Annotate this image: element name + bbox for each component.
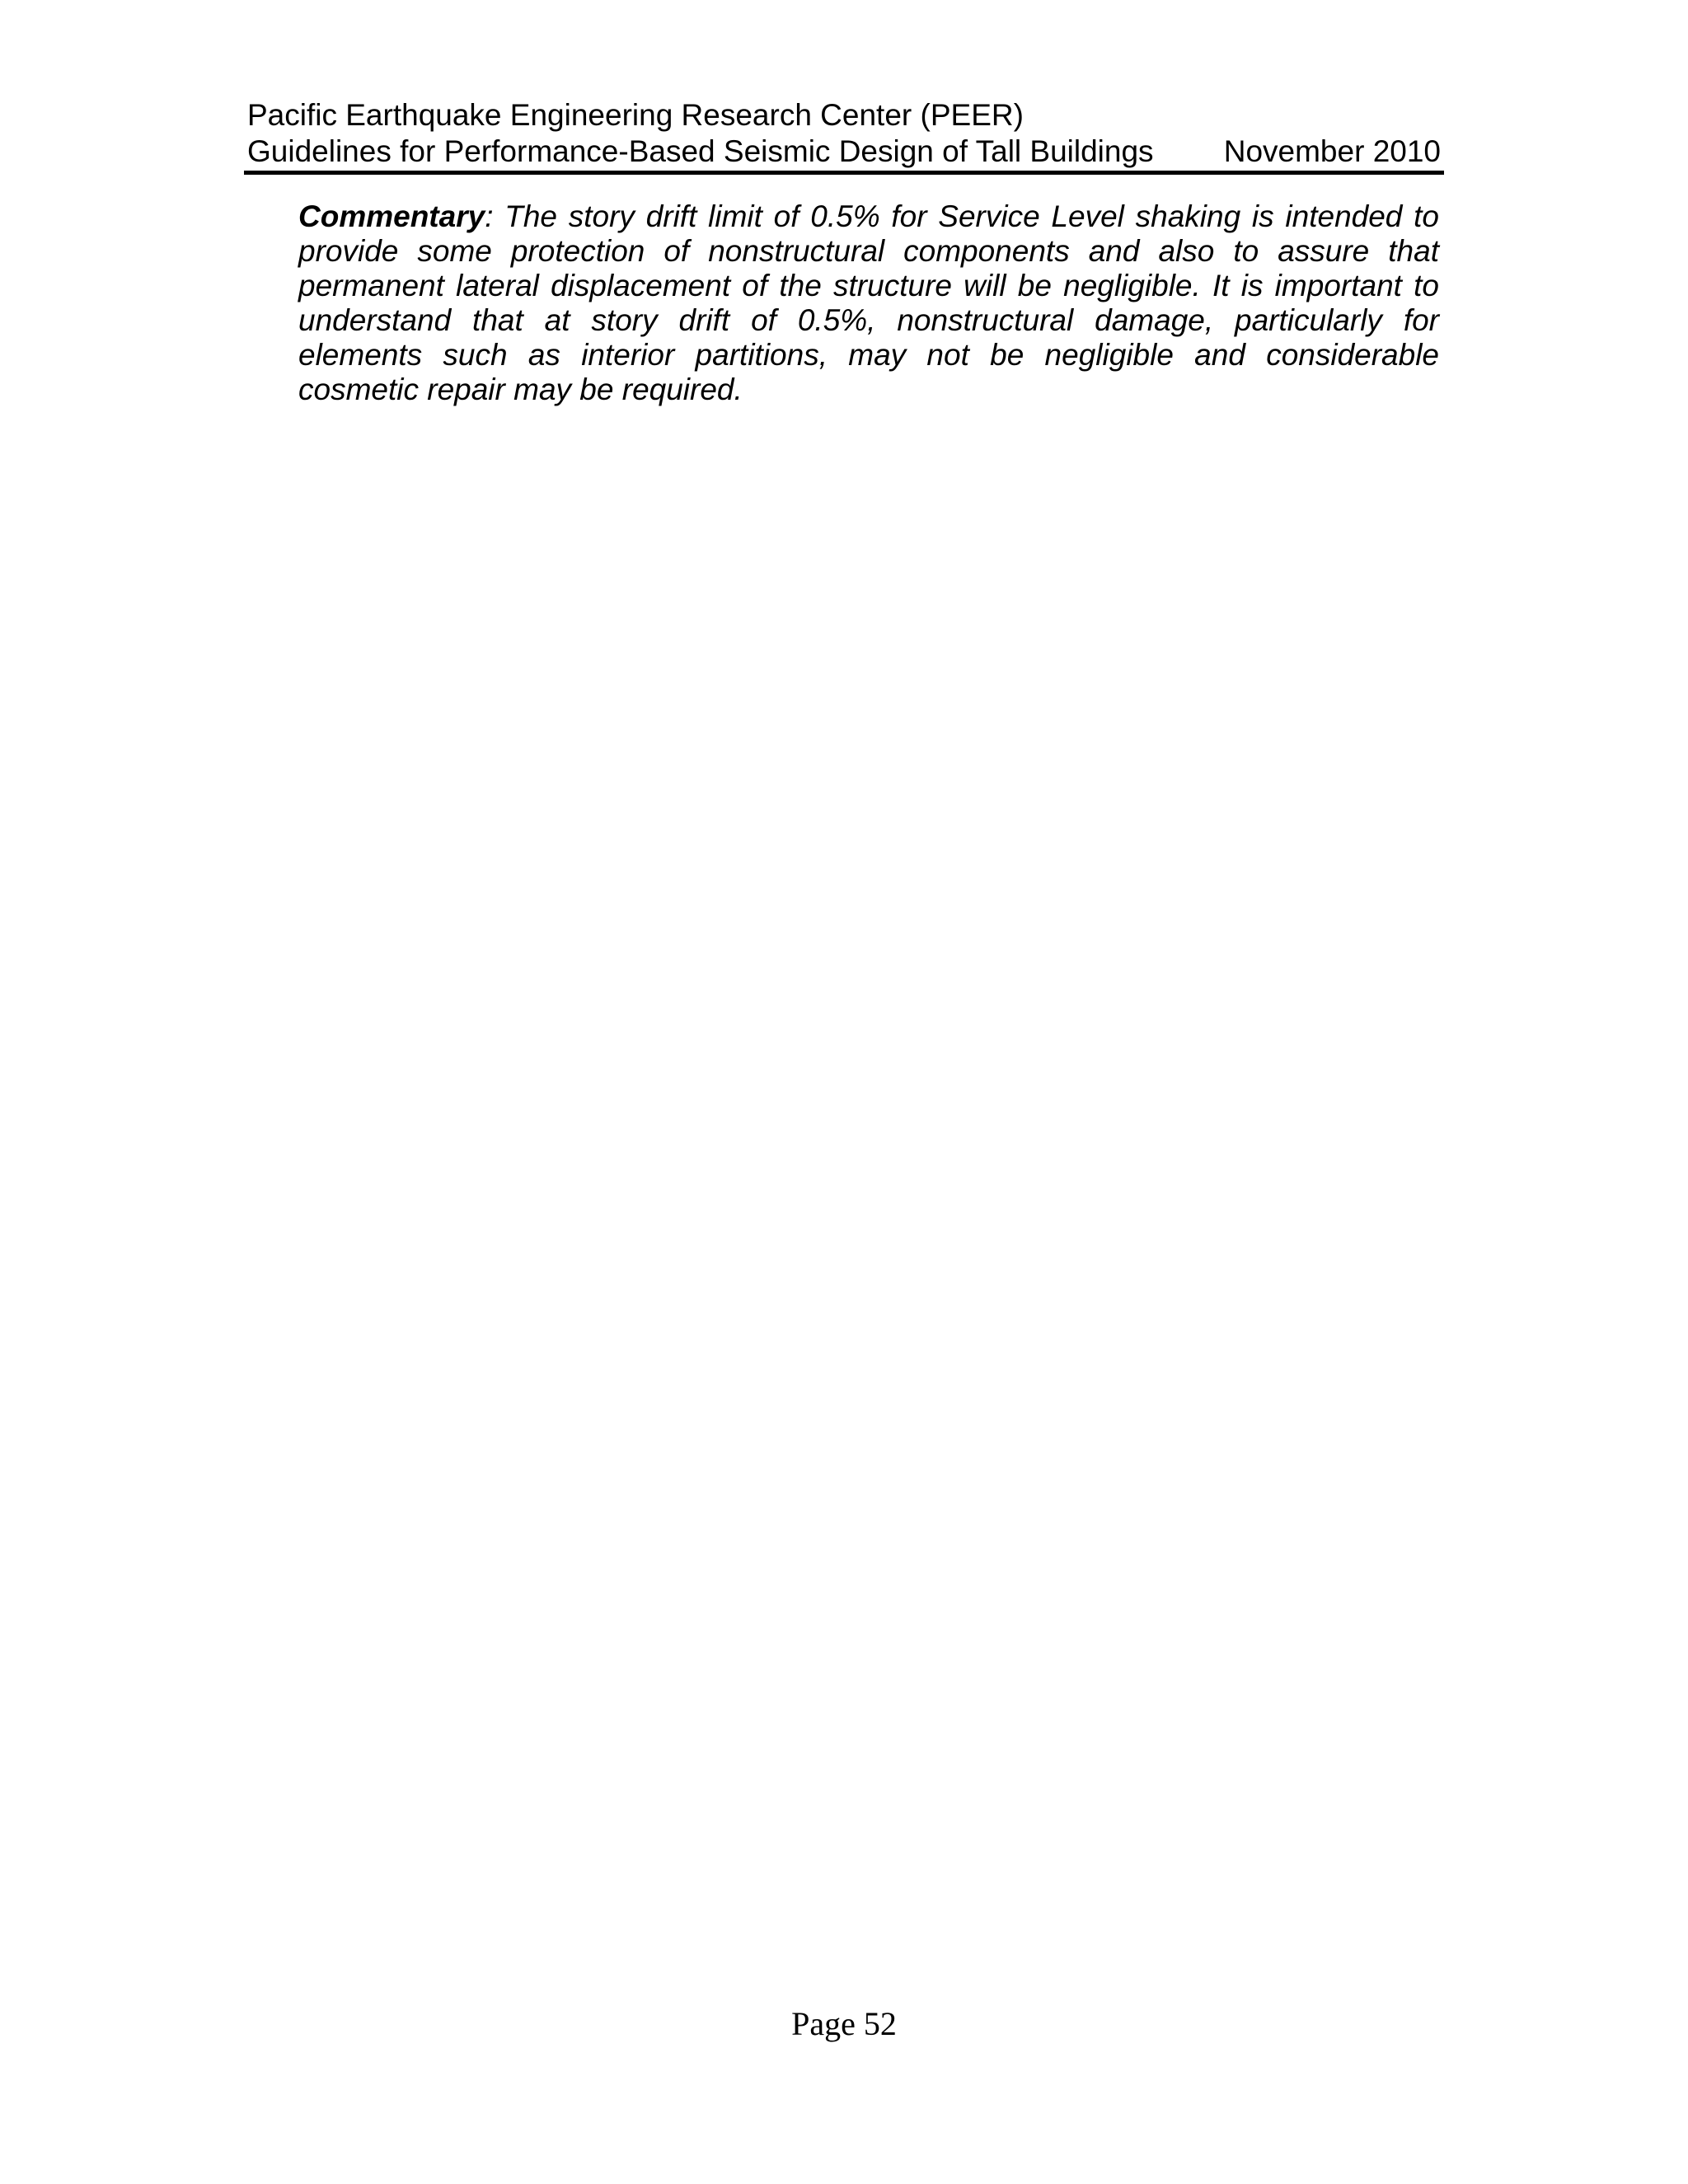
commentary-paragraph [298, 199, 1439, 407]
header-document-title: Guidelines for Performance-Based Seismic Design of Tall Buildings [247, 134, 1154, 168]
header-divider [244, 171, 1444, 175]
commentary-text: The story drift limit of 0.5% for Service Level shaking is intended to provide some protection of nonstructural components and also to assure that permanent lateral displacement of the structure will be negligible. It is important to understand that at story drift of 0.5%, nonstructural damage, particularly for elements such as interior partitions, may not be negligible and considerable cosmetic repair may be required. [298, 199, 1439, 406]
header-title-row [247, 134, 1441, 170]
header-date: November 2010 [1223, 134, 1441, 168]
header-organization: Pacific Earthquake Engineering Research Center (PEER) [247, 98, 1024, 132]
page-header [247, 97, 1441, 170]
page-number: Page 52 [791, 2005, 897, 2042]
commentary-label: Commentary [298, 199, 485, 233]
commentary-separator: : [485, 199, 505, 233]
